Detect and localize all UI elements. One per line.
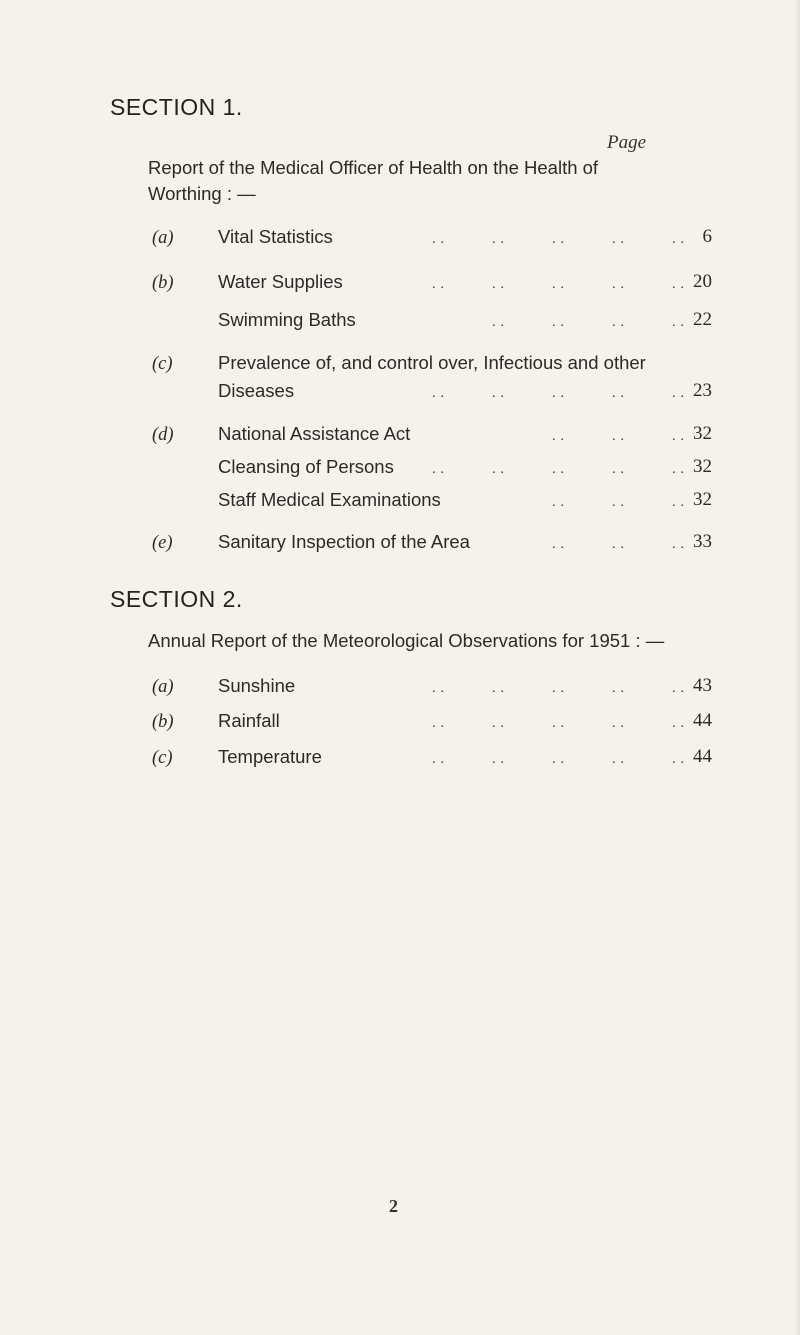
entry-label: Sanitary Inspection of the Area xyxy=(218,531,470,552)
page-folio-number: 2 xyxy=(389,1196,398,1216)
entry-label: Sunshine xyxy=(218,675,296,696)
entry-label: Swimming Baths xyxy=(218,309,356,330)
page-edge-shadow xyxy=(794,0,800,1335)
dot-leader: . . . . . . . . xyxy=(491,313,685,330)
entry-page-number: 32 xyxy=(693,456,712,477)
entry-letter: (c) xyxy=(152,748,173,768)
entry-page-number: 43 xyxy=(693,675,712,696)
entry-page-number: 22 xyxy=(693,309,712,330)
section-2-title: SECTION 2. xyxy=(110,586,243,612)
section-1-intro-line-2: Worthing : — xyxy=(148,183,256,204)
entry-letter: (c) xyxy=(152,354,173,374)
section-1-title: SECTION 1. xyxy=(110,94,243,120)
entry-page-number: 44 xyxy=(693,710,712,731)
toc-entry xyxy=(152,489,712,515)
entry-label-continuation: Diseases xyxy=(218,380,295,401)
page-column-heading: Page xyxy=(607,132,647,153)
dot-leader: . . . . . . . . . . xyxy=(431,460,685,477)
entry-label: Rainfall xyxy=(218,710,280,731)
entry-letter: (e) xyxy=(152,533,173,553)
entry-letter: (d) xyxy=(152,425,174,445)
entry-page-number: 32 xyxy=(693,423,712,444)
entry-page-number: 20 xyxy=(693,271,712,292)
entry-page-number: 32 xyxy=(693,489,712,510)
dot-leader: . . . . . . . . . . xyxy=(431,750,685,767)
entry-letter: (a) xyxy=(152,228,174,248)
toc-entry xyxy=(152,746,712,772)
dot-leader: . . . . . . . . . . xyxy=(431,384,685,401)
entry-page-number: 23 xyxy=(693,380,712,401)
entry-label: Temperature xyxy=(218,746,322,767)
dot-leader: . . . . . . xyxy=(551,427,685,444)
toc-entry xyxy=(152,226,712,252)
entry-page-number: 44 xyxy=(693,746,712,767)
toc-entry xyxy=(152,675,712,701)
toc-entry xyxy=(152,710,712,736)
toc-entry xyxy=(152,531,712,557)
entry-label: Water Supplies xyxy=(218,271,343,292)
dot-leader: . . . . . . . . . . xyxy=(431,275,685,292)
dot-leader: . . . . . . . . . . xyxy=(431,230,685,247)
entry-label: Vital Statistics xyxy=(218,226,333,247)
section-2-intro: Annual Report of the Meteorological Observations for 1951 : — xyxy=(148,630,665,651)
entry-letter: (b) xyxy=(152,273,174,293)
entry-page-number: 33 xyxy=(693,531,712,552)
section-1-intro-line-1: Report of the Medical Officer of Health on the Health of xyxy=(148,157,599,178)
entry-letter: (a) xyxy=(152,677,174,697)
toc-entry-continuation xyxy=(152,380,712,406)
dot-leader: . . . . . . . . . . xyxy=(431,679,685,696)
entry-letter: (b) xyxy=(152,712,174,732)
toc-entry xyxy=(152,456,712,482)
entry-page-number: 6 xyxy=(702,226,712,247)
entry-label: Prevalence of, and control over, Infectious and other xyxy=(218,352,646,373)
entry-label: Staff Medical Examinations xyxy=(218,489,441,510)
dot-leader: . . . . . . . . . . xyxy=(431,714,685,731)
toc-entry xyxy=(152,352,712,378)
dot-leader: . . . . . . xyxy=(551,493,685,510)
dot-leader: . . . . . . xyxy=(551,535,685,552)
entry-label: Cleansing of Persons xyxy=(218,456,394,477)
entry-label: National Assistance Act xyxy=(218,423,411,444)
toc-entry xyxy=(152,309,712,335)
toc-entry xyxy=(152,271,712,297)
toc-entry xyxy=(152,423,712,449)
